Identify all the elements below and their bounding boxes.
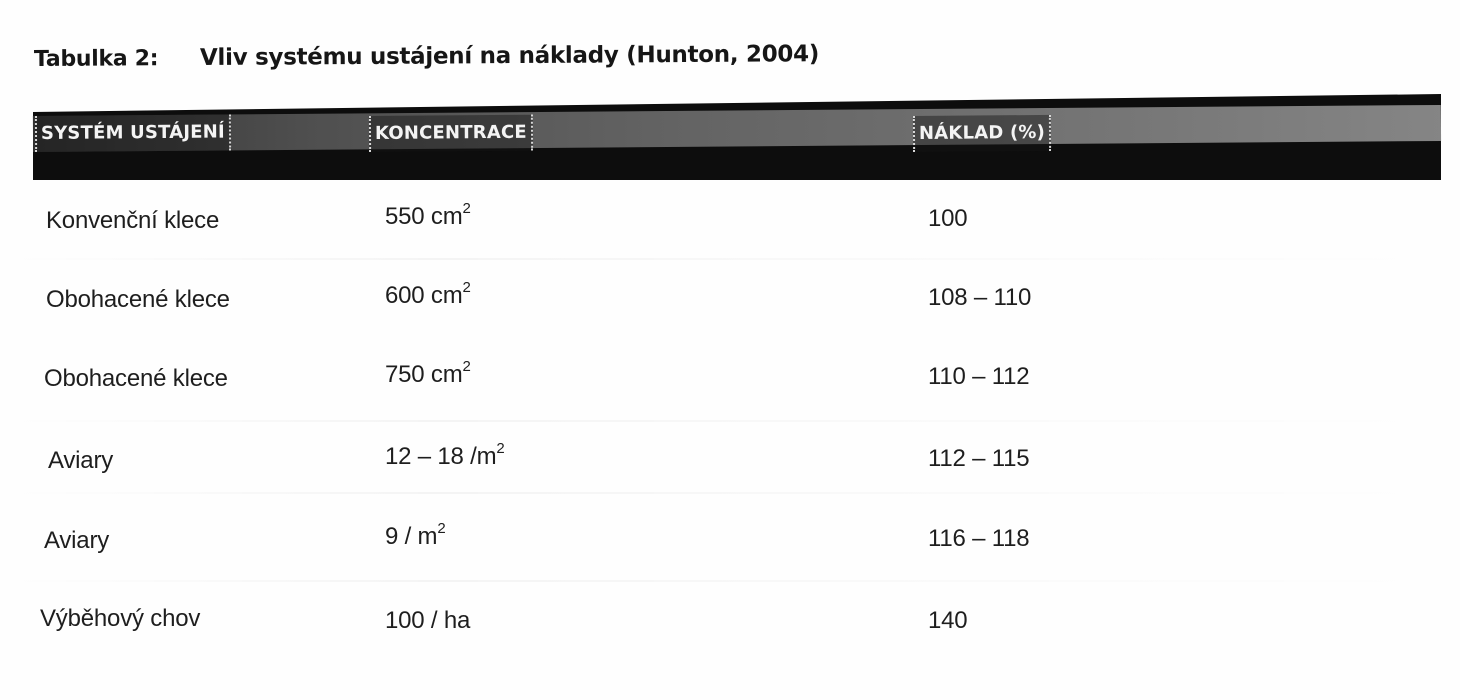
cell-concentration <box>385 279 471 310</box>
scan-artifact-line <box>0 492 1460 494</box>
table-header-strip <box>33 105 1441 152</box>
cell-concentration <box>385 358 471 389</box>
table-row <box>0 200 1440 243</box>
cell-concentration-value: 600 cm <box>385 282 463 309</box>
cell-system: Aviary <box>44 527 110 554</box>
cell-cost: 110 – 112 <box>928 363 1030 390</box>
cell-concentration-value: 9 / m <box>385 523 438 550</box>
scan-artifact-line <box>0 258 1460 260</box>
table-row <box>0 520 1440 563</box>
cell-cost: 116 – 118 <box>928 525 1030 552</box>
cell-concentration <box>385 607 470 635</box>
column-header-concentration: KONCENTRACE <box>369 115 533 152</box>
table-header-row <box>33 94 1441 180</box>
cell-concentration-value: 100 / ha <box>385 607 471 634</box>
table-caption-title: Vliv systému ustájení na náklady (Hunton, 2004) <box>199 41 820 71</box>
table-caption <box>34 41 819 72</box>
cell-concentration <box>385 200 471 231</box>
cell-cost: 100 <box>928 205 968 232</box>
cell-system: Aviary <box>48 447 114 474</box>
cell-concentration <box>385 520 446 551</box>
cell-concentration-exponent: 2 <box>462 279 471 296</box>
cell-cost: 140 <box>928 607 968 634</box>
cell-cost: 112 – 115 <box>928 445 1030 472</box>
column-header-system: SYSTÉM USTÁJENÍ <box>35 114 231 152</box>
cell-cost: 108 – 110 <box>928 284 1032 311</box>
table-row <box>0 358 1440 401</box>
cell-concentration <box>385 440 505 471</box>
cell-system: Obohacené klece <box>46 286 230 313</box>
cell-concentration-value: 12 – 18 /m <box>385 443 497 470</box>
cell-system: Konvenční klece <box>46 207 220 234</box>
scan-artifact-line <box>0 580 1460 582</box>
cell-concentration-exponent: 2 <box>462 200 471 217</box>
cell-concentration-value: 550 cm <box>385 203 463 230</box>
table-caption-label: Tabulka 2: <box>33 46 159 72</box>
cell-concentration-exponent: 2 <box>437 520 446 537</box>
cell-concentration-exponent: 2 <box>496 440 505 457</box>
table-row <box>0 279 1440 322</box>
column-header-cost: NÁKLAD (%) <box>913 115 1051 152</box>
scan-artifact-line <box>0 420 1460 422</box>
cell-system: Obohacené klece <box>44 365 228 392</box>
table-row <box>0 440 1440 483</box>
table-row <box>0 603 1440 643</box>
cell-system: Výběhový chov <box>40 605 201 632</box>
cell-concentration-exponent: 2 <box>462 358 471 375</box>
cell-concentration-value: 750 cm <box>385 361 463 388</box>
